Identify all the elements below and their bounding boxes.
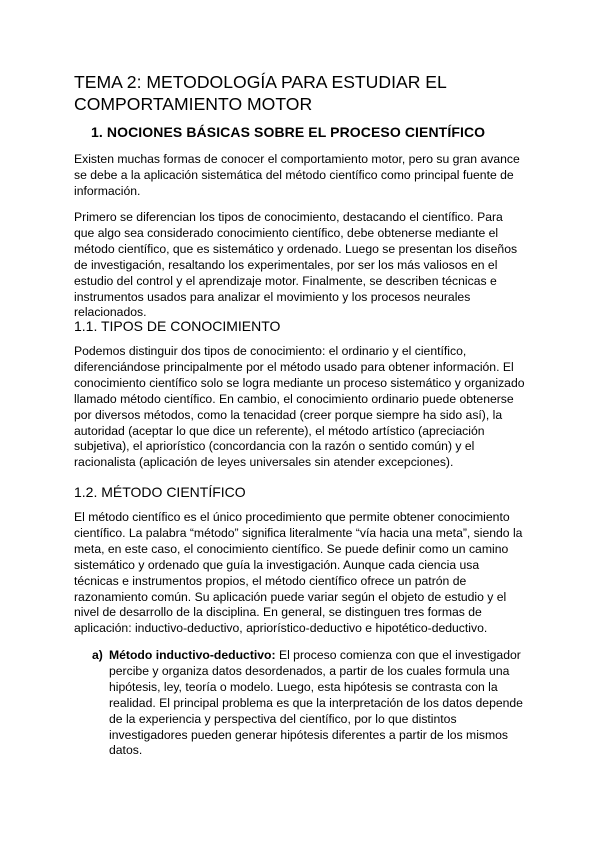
subsection-heading-metodo: 1.2. MÉTODO CIENTÍFICO bbox=[74, 484, 246, 500]
list-item-body bbox=[109, 648, 532, 759]
section-heading-nociones: 1. NOCIONES BÁSICAS SOBRE EL PROCESO CIENTÍFICO bbox=[91, 124, 486, 140]
list-marker: a) bbox=[92, 648, 103, 662]
paragraph-intro: Existen muchas formas de conocer el comportamiento motor, pero su gran avance se debe a la aplicación sistemática del método científico como principal fuente de información. bbox=[74, 152, 520, 198]
paragraph-overview: Primero se diferencian los tipos de conocimiento, destacando el científico. Para que algo sea considerado conocimiento científico, debe obtenerse mediante el método científico, que es sistemático y ordenado. Luego se presentan los diseños de investigación, resaltando los experimentales, por ser los más valiosos en el estudio del control y el aprendizaje motor. Finalmente, se describen técnicas e instrumentos usados para analizar el movimiento y los procesos neurales relacionados. bbox=[74, 210, 518, 320]
document-title: TEMA 2: METODOLOGÍA PARA ESTUDIAR EL COMPORTAMIENTO MOTOR bbox=[74, 72, 447, 114]
paragraph-metodo: El método científico es el único procedimiento que permite obtener conocimiento científico. La palabra “método” significa literalmente “vía hacia una meta”, siendo la meta, en este caso, el conocimiento científico. Se puede definir como un camino sistemático y ordenado que guía la investigación. Aunque cada ciencia usa técnicas e instrumentos propios, el método científico ofrece un patrón de razonamiento común. Su aplicación puede variar según el objeto de estudio y el nivel de desarrollo de la disciplina. En general, se distinguen tres formas de aplicación: inductivo-deductivo, apriorístico-deductivo e hipotético-deductivo. bbox=[74, 510, 523, 636]
paragraph-tipos: Podemos distinguir dos tipos de conocimiento: el ordinario y el científico, diferenciándose principalmente por el método usado para obtener información. El conocimiento científico solo se logra mediante un proceso sistemático y organizado llamado método científico. En cambio, el conocimiento ordinario puede obtenerse por diversos métodos, como la tenacidad (creer porque siempre ha sido así), la autoridad (aceptar lo que dice un referente), el método artístico (apreciación subjetiva), el apriorístico (concordancia con la razón o sentido común) y el racionalista (aplicación de leyes universales sin atender excepciones). bbox=[74, 344, 525, 470]
subsection-heading-tipos: 1.1. TIPOS DE CONOCIMIENTO bbox=[74, 318, 281, 334]
list-item-term: Método inductivo-deductivo: bbox=[109, 648, 276, 662]
list-item bbox=[92, 648, 532, 759]
list-item-text: El proceso comienza con que el investigador percibe y organiza datos desordenados, a partir de los cuales formula una hipótesis, ley, teoría o modelo. Luego, esta hipótesis se contrasta con la realidad. El principal problema es que la interpretación de los datos depende de la experiencia y perspectiva del científico, por lo que distintos investigadores pueden generar hipótesis diferentes a partir de los mismos datos. bbox=[109, 648, 523, 758]
